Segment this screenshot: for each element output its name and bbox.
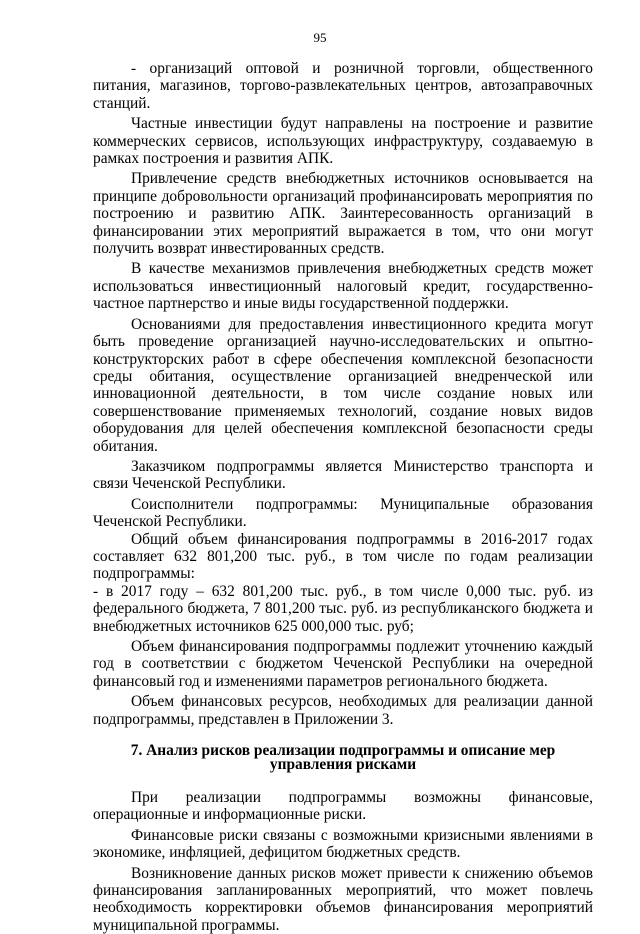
paragraph-total-funding: Общий объем финансирования подпрограммы в 2016-2017 годах составляет 632 801,200 тыс. руб., в том числе по годам реализации подпрограммы: (93, 530, 593, 583)
paragraph-coexecutors: Соисполнители подпрограммы: Муниципальные образования Чеченской Республики. (93, 495, 593, 531)
section-heading-line-2: управления рисками (269, 756, 417, 774)
paragraph-bullet-organizations: - организаций оптовой и розничной торговли, общественного питания, магазинов, торгово-развлекательных центров, автозаправочных станций. (93, 60, 593, 112)
section-heading-line-1: 7. Анализ рисков реализации подпрограммы и описание мер (130, 742, 556, 760)
paragraph-credit-grounds: Основаниями для предоставления инвестиционного кредита могут быть проведение организацией научно-исследовательских и опытно-конструкторских работ в сфере обеспечения комплексной безопасности среды обитания, осуществление организацией внедренческой или инновационной деятельности, в том числе создание новых или совершенствование применяемых технологий, создание новых видов оборудования для целей обеспечения комплексной безопасности среды обитания. (93, 315, 593, 455)
page-number: 95 (313, 30, 327, 45)
paragraph-risk-consequences: Возникновение данных рисков может привести к снижению объемов финансирования запланированных мероприятий, что может повлечь необходимость корректировки объемов финансирования мероприятий муниципальной программы. (93, 864, 593, 934)
section-heading (93, 744, 593, 772)
paragraph-financial-risks: Финансовые риски связаны с возможными кризисными явлениями в экономике, инфляцией, дефицитом бюджетных средств. (93, 826, 593, 862)
paragraph-extrabudgetary-sources: Привлечение средств внебюджетных источников основывается на принципе добровольности организаций профинансировать мероприятия по построению и развитию АПК. Заинтересованность организаций в финансировании этих мероприятий выражается в том, что они могут получить возврат инвестированных средств. (93, 170, 593, 258)
paragraph-funding-adjustment: Объем финансирования подпрограммы подлежит уточнению каждый год в соответствии с бюджетом Чеченской Республики на очередной финансовый год и изменениями параметров регионального бюджета. (93, 638, 593, 690)
paragraph-funding-2017: - в 2017 году – 632 801,200 тыс. руб., в том числе 0,000 тыс. руб. из федерального бюджета, 7 801,200 тыс. руб. из республиканского бюджета и внебюджетных источников 625 000,000 тыс. руб; (93, 582, 593, 635)
paragraph-mechanisms: В качестве механизмов привлечения внебюджетных средств может использоваться инвестиционный налоговый кредит, государственно-частное партнерство и иные виды государственной поддержки. (93, 260, 593, 313)
document-body (93, 60, 593, 934)
paragraph-private-investment: Частные инвестиции будут направлены на построение и развитие коммерческих сервисов, использующих инфраструктуру, создаваемую в рамках построения и развития АПК. (93, 115, 593, 168)
paragraph-risk-types: При реализации подпрограммы возможны финансовые, операционные и информационные риски. (93, 789, 593, 824)
paragraph-customer: Заказчиком подпрограммы является Министерство транспорта и связи Чеченской Республики. (93, 457, 593, 493)
paragraph-appendix-reference: Объем финансовых ресурсов, необходимых для реализации данной подпрограммы, представлен в Приложении 3. (93, 693, 593, 728)
